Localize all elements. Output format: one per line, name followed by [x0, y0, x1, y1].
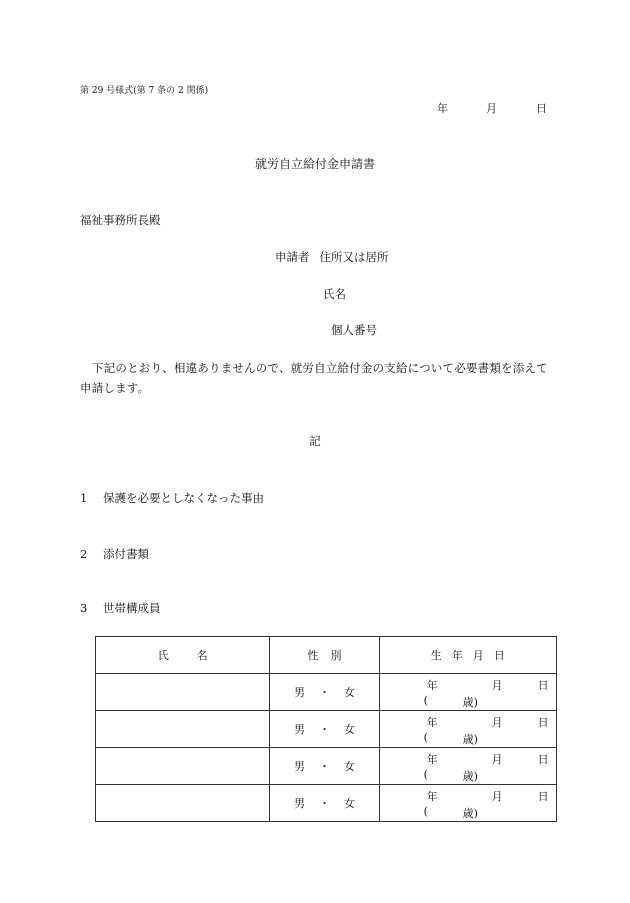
sex-cell[interactable] — [270, 711, 379, 748]
separator-dot: ・ — [318, 797, 330, 810]
item-reason — [80, 490, 264, 506]
birth-day-label: 日 — [537, 790, 549, 803]
birth-day-label: 日 — [537, 679, 549, 692]
item-label: 添付書類 — [103, 547, 149, 561]
male-option[interactable]: 男 — [293, 686, 305, 699]
birth-year-label: 年 — [426, 716, 438, 729]
header-birthdate: 生年月日 — [379, 637, 556, 674]
table-row — [96, 711, 557, 748]
application-statement: 下記のとおり、相違ありませんので、就労自立給付金の支給について必要書類を添えて申請します。 — [80, 361, 548, 395]
age-open-paren: ( — [423, 731, 428, 744]
birth-year-label: 年 — [426, 753, 438, 766]
name-cell[interactable] — [96, 748, 270, 785]
birth-year-label: 年 — [426, 790, 438, 803]
date-month-label: 月 — [486, 102, 497, 115]
table-row — [96, 785, 557, 822]
form-number: 第 29 号様式(第 7 条の 2 関係) — [80, 86, 209, 96]
name-cell[interactable] — [96, 674, 270, 711]
item-number: 1 — [80, 491, 88, 505]
age-label: 歳) — [462, 770, 478, 783]
birth-month-label: 月 — [491, 716, 503, 729]
female-option[interactable]: 女 — [343, 723, 355, 736]
male-option[interactable]: 男 — [293, 760, 305, 773]
birthdate-cell[interactable] — [379, 711, 556, 748]
separator-dot: ・ — [318, 686, 330, 699]
ki-heading: 記 — [309, 434, 321, 448]
female-option[interactable]: 女 — [343, 760, 355, 773]
address-label: 住所又は居所 — [319, 250, 389, 264]
age-open-paren: ( — [423, 805, 428, 818]
age-label: 歳) — [462, 733, 478, 746]
date-year-label: 年 — [437, 102, 448, 115]
birthdate-cell[interactable] — [379, 674, 556, 711]
sex-cell[interactable] — [270, 748, 379, 785]
birth-day-label: 日 — [537, 753, 549, 766]
household-members-table — [95, 636, 557, 822]
age-open-paren: ( — [423, 694, 428, 707]
birth-year-label: 年 — [426, 679, 438, 692]
age-open-paren: ( — [423, 768, 428, 781]
birth-month-label: 月 — [491, 753, 503, 766]
separator-dot: ・ — [318, 760, 330, 773]
header-sex: 性別 — [270, 637, 379, 674]
applicant-label: 申請者 — [275, 250, 310, 264]
item-number: 3 — [80, 601, 88, 615]
name-cell[interactable] — [96, 711, 270, 748]
age-label: 歳) — [462, 807, 478, 820]
age-label: 歳) — [462, 696, 478, 709]
table-row — [96, 674, 557, 711]
female-option[interactable]: 女 — [343, 797, 355, 810]
name-cell[interactable] — [96, 785, 270, 822]
sex-cell[interactable] — [270, 785, 379, 822]
applicant-address-line — [275, 249, 389, 265]
applicant-name-label: 氏名 — [323, 287, 346, 301]
applicant-mynumber-label: 個人番号 — [331, 323, 377, 337]
item-label: 世帯構成員 — [103, 601, 161, 615]
item-label: 保護を必要としなくなった事由 — [103, 491, 264, 505]
female-option[interactable]: 女 — [343, 686, 355, 699]
date-day-label: 日 — [536, 102, 547, 115]
birthdate-cell[interactable] — [379, 785, 556, 822]
birth-month-label: 月 — [491, 790, 503, 803]
table-row — [96, 748, 557, 785]
table-header-row — [96, 637, 557, 674]
male-option[interactable]: 男 — [293, 797, 305, 810]
sex-cell[interactable] — [270, 674, 379, 711]
separator-dot: ・ — [318, 723, 330, 736]
male-option[interactable]: 男 — [293, 723, 305, 736]
item-number: 2 — [80, 547, 88, 561]
birth-day-label: 日 — [537, 716, 549, 729]
document-title: 就労自立給付金申請書 — [254, 157, 375, 171]
item-household-members — [80, 600, 161, 616]
header-name: 氏名 — [96, 637, 270, 674]
item-attachments — [80, 546, 149, 562]
birth-month-label: 月 — [491, 679, 503, 692]
addressee: 福祉事務所長殿 — [80, 213, 161, 227]
birthdate-cell[interactable] — [379, 748, 556, 785]
